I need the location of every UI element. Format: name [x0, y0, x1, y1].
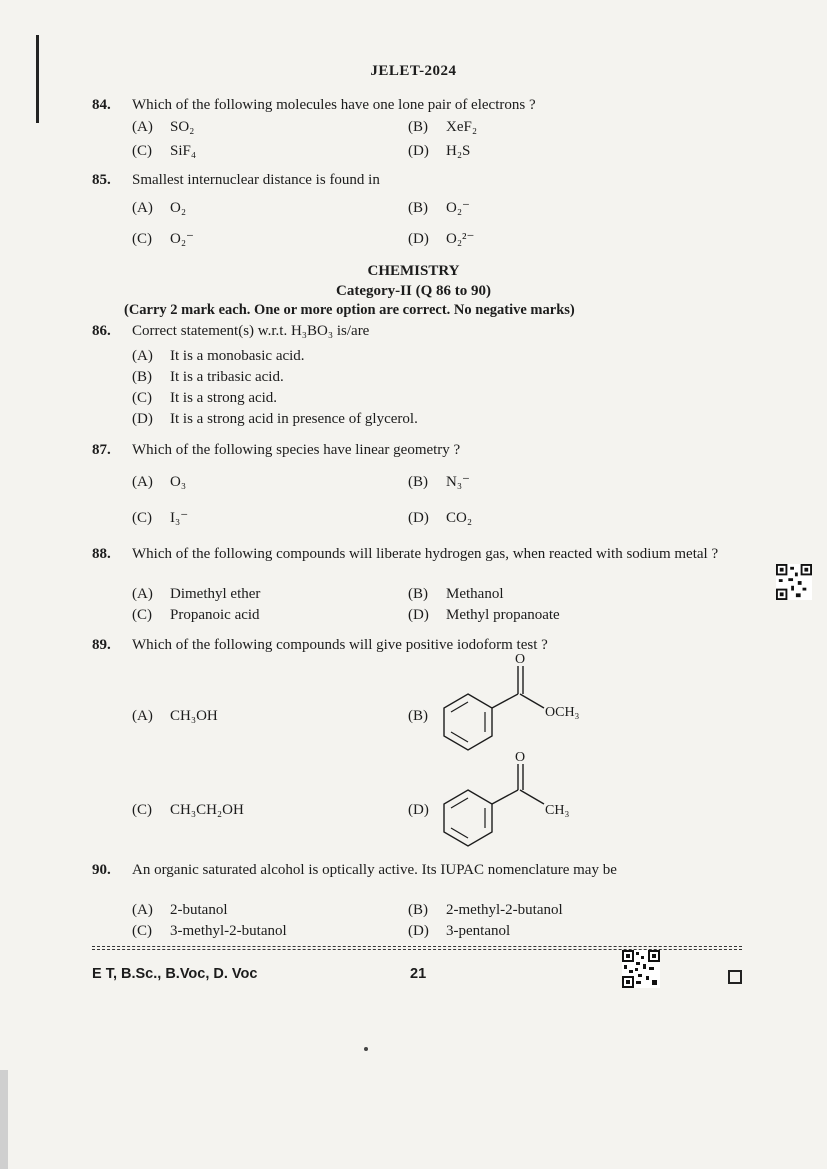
page-header: JELET-2024: [370, 63, 457, 79]
question-text: Which of the following molecules have one lone pair of electrons ?: [132, 97, 536, 113]
checkbox-mark: [728, 970, 742, 984]
option-84d[interactable]: (D) H₂S: [408, 143, 471, 159]
methyl-group-label: CH₃: [545, 803, 570, 818]
option-86d[interactable]: (D) It is a strong acid in presence of glycerol.: [132, 411, 418, 427]
option-88b[interactable]: (B) Methanol: [408, 586, 504, 602]
option-84c[interactable]: (C) SiF₄: [132, 143, 197, 159]
acetophenone-structure: [438, 748, 598, 848]
methyl-benzoate-structure: [438, 652, 618, 752]
option-90b[interactable]: (B) 2-methyl-2-butanol: [408, 902, 563, 918]
qr-code-icon: [776, 564, 812, 600]
option-87a[interactable]: (A) O₃: [132, 474, 187, 490]
option-90a[interactable]: (A) 2-butanol: [132, 902, 228, 918]
ink-dot: [364, 1047, 368, 1051]
option-85d[interactable]: (D) O₂²⁻: [408, 231, 475, 247]
option-85c[interactable]: (C) O₂⁻: [132, 231, 194, 247]
page-number: 21: [410, 966, 427, 982]
option-86c[interactable]: (C) It is a strong acid.: [132, 390, 278, 406]
option-88a[interactable]: (A) Dimethyl ether: [132, 586, 261, 602]
footer-course-code: E T, B.Sc., B.Voc, D. Voc: [92, 966, 258, 982]
question-text: Which of the following species have linear geometry ?: [132, 442, 461, 458]
option-87d[interactable]: (D) CO₂: [408, 510, 473, 526]
option-90d[interactable]: (D) 3-pentanol: [408, 923, 511, 939]
question-number: 87.: [92, 442, 111, 458]
scan-edge-shadow: [0, 1070, 8, 1169]
option-86a[interactable]: (A) It is a monobasic acid.: [132, 348, 305, 364]
methoxy-group-label: OCH₃: [545, 705, 580, 720]
question-number: 85.: [92, 172, 111, 188]
carbonyl-oxygen-label: O: [515, 750, 526, 765]
question-number: 90.: [92, 862, 111, 878]
question-number: 86.: [92, 323, 111, 339]
option-89c[interactable]: (C) CH₃CH₂OH: [132, 802, 244, 818]
option-84a[interactable]: (A) SO₂: [132, 119, 195, 135]
footer-rule: [92, 946, 742, 947]
qr-code-icon: [622, 950, 660, 988]
question-text: Smallest internuclear distance is found in: [132, 172, 380, 188]
question-number: 89.: [92, 637, 111, 653]
question-text: Which of the following compounds will give positive iodoform test ?: [132, 637, 548, 653]
option-87c[interactable]: (C) I₃⁻: [132, 510, 189, 526]
section-title: CHEMISTRY: [367, 263, 460, 279]
option-90c[interactable]: (C) 3-methyl-2-butanol: [132, 923, 287, 939]
option-85a[interactable]: (A) O₂: [132, 200, 187, 216]
question-text: Correct statement(s) w.r.t. H₃BO₃ is/are: [132, 323, 370, 339]
option-86b[interactable]: (B) It is a tribasic acid.: [132, 369, 284, 385]
option-87b[interactable]: (B) N₃⁻: [408, 474, 470, 490]
question-number: 84.: [92, 97, 111, 113]
category-label: Category-II (Q 86 to 90): [336, 283, 491, 299]
option-88d[interactable]: (D) Methyl propanoate: [408, 607, 560, 623]
option-89b[interactable]: (B): [408, 708, 428, 724]
option-85b[interactable]: (B) O₂⁻: [408, 200, 470, 216]
question-90: [92, 860, 742, 902]
option-89d[interactable]: (D): [408, 802, 429, 818]
option-89a[interactable]: (A) CH₃OH: [132, 708, 218, 724]
option-84b[interactable]: (B) XeF₂: [408, 119, 478, 135]
marking-instruction: (Carry 2 mark each. One or more option are correct. No negative marks): [124, 302, 575, 318]
question-number: 88.: [92, 546, 111, 562]
question-text: An organic saturated alcohol is optically active. Its IUPAC nomenclature may be: [132, 862, 617, 878]
carbonyl-oxygen-label: O: [515, 652, 526, 667]
option-88c[interactable]: (C) Propanoic acid: [132, 607, 260, 623]
question-text: Which of the following compounds will liberate hydrogen gas, when reacted with sodium metal ?: [132, 546, 719, 562]
